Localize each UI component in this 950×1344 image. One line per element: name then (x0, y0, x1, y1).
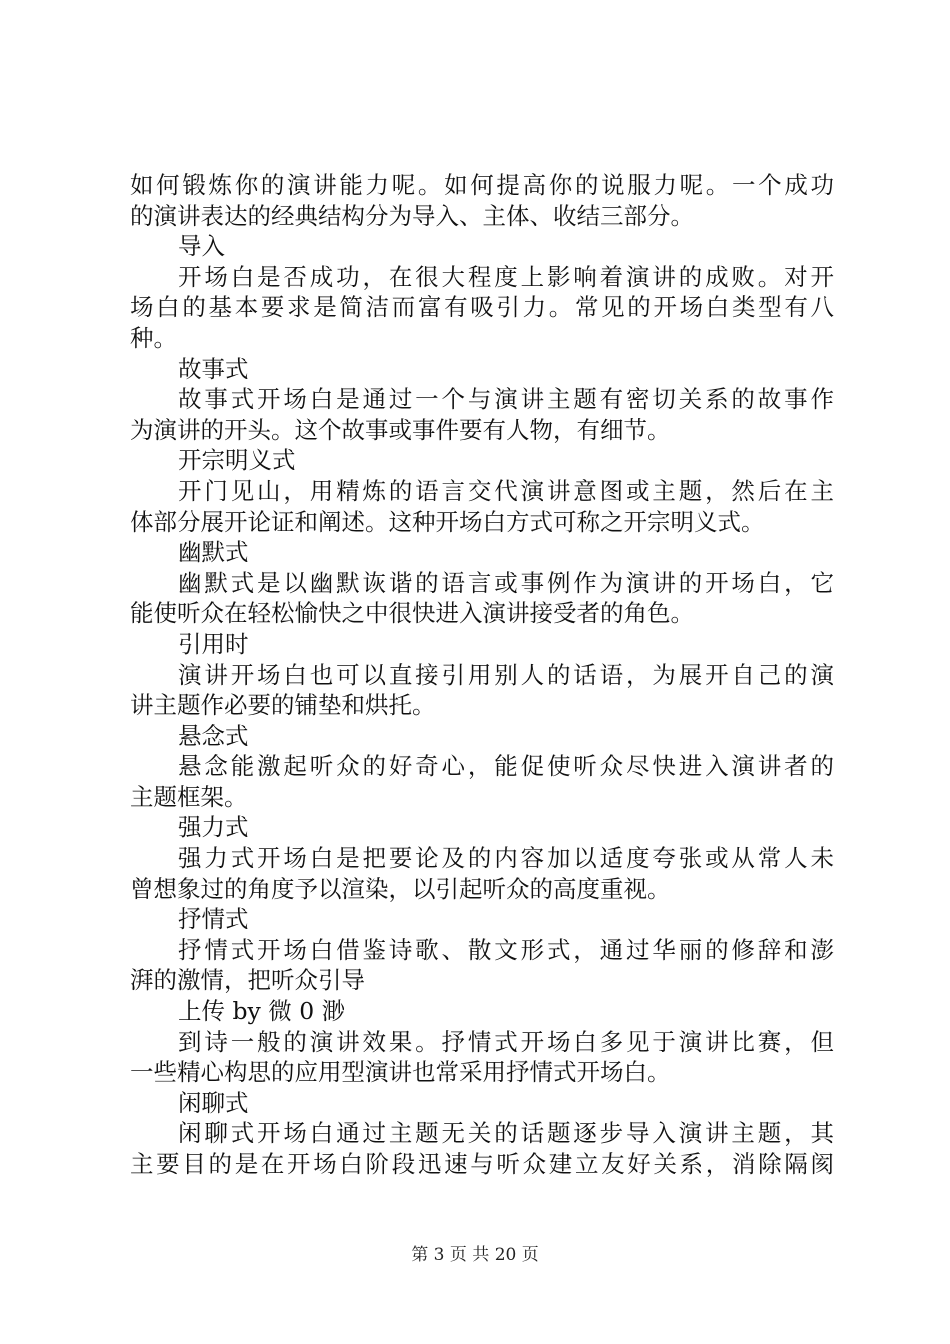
upload-credit-line: 上传 by 微 0 渺 (178, 997, 346, 1026)
paragraph-line: 闲聊式开场白通过主题无关的话题逐步导入演讲主题，其 (178, 1119, 834, 1148)
paragraph-line: 体部分展开论证和阐述。这种开场白方式可称之开宗明义式。 (130, 507, 765, 536)
section-heading-kaizongmingyi: 开宗明义式 (178, 446, 296, 475)
paragraph-line: 演讲开场白也可以直接引用别人的话语，为展开自己的演 (178, 660, 834, 689)
paragraph-line: 场白的基本要求是简洁而富有吸引力。常见的开场白类型有八 (130, 293, 834, 322)
section-heading-xianliaoshi: 闲聊式 (178, 1088, 249, 1117)
paragraph-line: 悬念能激起听众的好奇心，能促使听众尽快进入演讲者的 (178, 752, 834, 781)
intro-line-1: 如何锻炼你的演讲能力呢。如何提高你的说服力呢。一个成功 (130, 171, 834, 199)
paragraph-line: 开场白是否成功，在很大程度上影响着演讲的成败。对开 (178, 262, 834, 291)
section-heading-yinyongshi: 引用时 (178, 629, 249, 658)
paragraph-line: 种。 (130, 323, 177, 352)
paragraph-line: 能使听众在轻松愉快之中很快进入演讲接受者的角色。 (130, 599, 694, 628)
paragraph-line: 曾想象过的角度予以渲染，以引起听众的高度重视。 (130, 874, 671, 903)
page-number-footer: 第 3 页 共 20 页 (411, 1245, 539, 1265)
section-heading-youmoshi: 幽默式 (178, 538, 249, 567)
paragraph-line: 一些精心构思的应用型演讲也常采用抒情式开场白。 (130, 1058, 671, 1087)
paragraph-line: 湃的激情，把听众引导 (130, 966, 365, 995)
section-heading-daoru: 导入 (178, 232, 225, 261)
paragraph-line: 幽默式是以幽默诙谐的语言或事例作为演讲的开场白，它 (178, 568, 834, 597)
section-heading-qianglishi: 强力式 (178, 813, 249, 842)
paragraph-line: 讲主题作必要的铺垫和烘托。 (130, 691, 436, 720)
document-body (130, 170, 834, 1180)
intro-line-2: 的演讲表达的经典结构分为导入、主体、收结三部分。 (130, 201, 694, 230)
paragraph-line: 抒情式开场白借鉴诗歌、散文形式，通过华丽的修辞和澎 (178, 935, 834, 964)
section-heading-gushishi: 故事式 (178, 354, 249, 383)
section-heading-xuannianshi: 悬念式 (178, 721, 249, 750)
paragraph-line: 开门见山，用精炼的语言交代演讲意图或主题，然后在主 (178, 476, 834, 505)
paragraph-line: 强力式开场白是把要论及的内容加以适度夸张或从常人未 (178, 844, 834, 873)
paragraph-line: 到诗一般的演讲效果。抒情式开场白多见于演讲比赛，但 (178, 1027, 834, 1056)
paragraph-line: 为演讲的开头。这个故事或事件要有人物，有细节。 (130, 415, 671, 444)
paragraph-line: 主题框架。 (130, 782, 248, 811)
paragraph-line: 主要目的是在开场白阶段迅速与听众建立友好关系，消除隔阂 (130, 1150, 834, 1178)
section-heading-shuqingshi: 抒情式 (178, 905, 249, 934)
paragraph-line: 故事式开场白是通过一个与演讲主题有密切关系的故事作 (178, 385, 834, 414)
